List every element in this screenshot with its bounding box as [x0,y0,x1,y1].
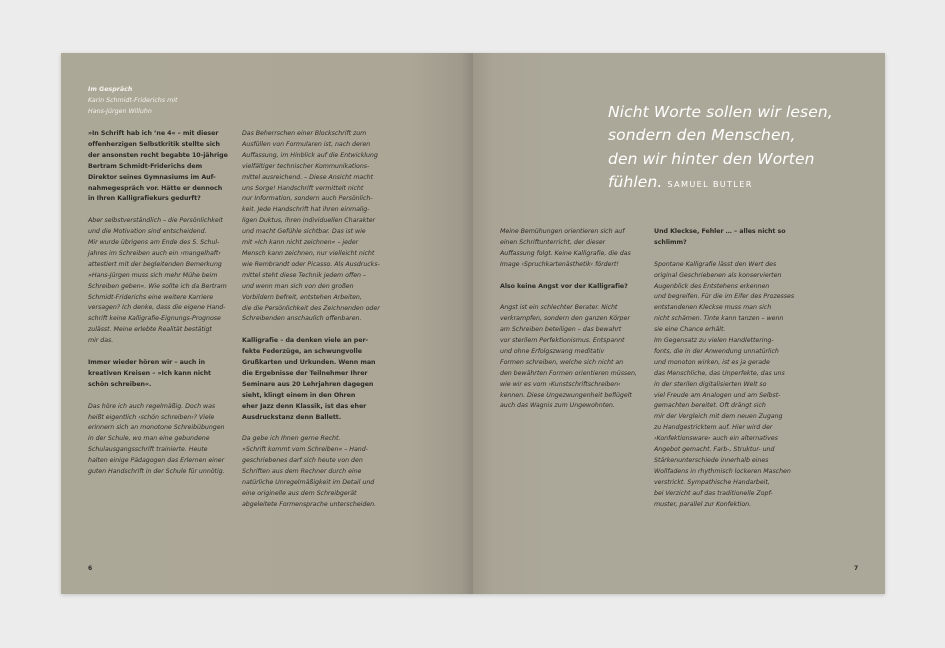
answer-paragraph: Aber selbstverständlich – die Persönlichkeit und die Motivation sind entscheidend. Mir wurde übrigens am Ende des 5. Schul- jahres im Schreiben auch ein ›mangelhaft‹ attestiert mit der begleitenden Bemerkung »Hans-Jürgen muss sich mehr Mühe beim Schreiben geben«. Wie sollte ich da Bertram Schmidt-Friderichs eine weitere Karriere versagen? Ich denke, dass die eigene Hand- schrift keine Kalligrafie-Eignungs-Prognose zulässt. Meine erlebte Realität bestätigt mir das. [88,217,227,345]
right-page [473,53,885,594]
right-column-1 [500,227,650,423]
pull-quote [608,101,833,196]
quote-text: Nicht Worte sollen wir lesen, sondern den Menschen, den wir hinter den Worten fühlen. [608,103,833,191]
question-paragraph: Immer wieder hören wir – auch in kreativen Kreisen – »Ich kann nicht schön schreiben«. [88,359,212,388]
left-column-1 [88,129,238,489]
question-paragraph: »In Schrift hab ich ’ne 4« – mit dieser offenherzigen Selbstkritik stellte sich der ansonsten recht begabte 10-jährige Bertram Schmidt-Friderichs dem Direktor seines Gymnasiums im Auf- nahmegespräch vor. Hätte er dennoch in Ihren Kalligrafiekurs gedurft? [88,130,228,203]
right-column-2 [654,227,804,521]
question-paragraph: Kalligrafie – da denken viele an per- fekte Federzüge, an schwungvolle Grußkarten und Urkunden. Wenn man die Ergebnisse der Teilnehmer Ihrer Seminare aus 20 Lehrjahren dagegen sieht, klingt einem in den Ohren eher Jazz denn Klassik, ist das eher Ausdruckstanz denn Ballett. [242,337,376,421]
quote-author: SAMUEL BUTLER [667,178,753,189]
page-number-left: 6 [88,565,93,572]
section-label: Im Gespräch [88,86,133,93]
byline: Karin Schmidt-Friderichs mit Hans-Jürgen Willuhn [88,96,178,115]
answer-paragraph: Da gebe ich Ihnen gerne Recht. »Schrift kommt vom Schreiben« – Hand- geschriebenes darf sich heute von den Schriften aus dem Rechner durch eine natürliche Unregelmäßigkeit im Detail und eine originelle aus dem Schreibgerät abgeleitete Formensprache unterscheiden. [242,435,377,508]
question-paragraph: Also keine Angst vor der Kalligrafie? [500,282,628,290]
magazine-spread [61,53,885,594]
answer-paragraph: Angst ist ein schlechter Berater. Nicht verkrampfen, sondern den ganzen Körper am Schreiben beteiligen – das bewahrt vor sterilem Perfektionismus. Entspannt und ohne Erfolgszwang meditativ Formen schreiben, welche sich nicht an den bewährten Formen orientieren müssen, wie wir es vom ›Kunstschriftschreiben‹ kennen. Diese Ungezwungenheit beflügelt auch das Wagnis zum Ungewohnten. [500,304,637,410]
answer-paragraph: Das höre ich auch regelmäßig. Doch was heißt eigentlich ›schön schreiben‹? Viele erinnern sich an monotone Schreibübungen in der Schule, wo man eine gebundene Schulausgangsschrift trainierte. Heute halten einige Pädagogen das Erlernen einer guten Handschrift in der Schule für unnötig. [88,402,225,476]
answer-paragraph: Meine Bemühungen orientieren sich auf einen Schriftunterricht, der dieser Auffassung folgt. Keine Kalligrafie, die das Image ›Spruchkartenästhetik‹ fördert! [500,228,631,268]
answer-paragraph: Das Beherrschen einer Blockschrift zum Ausfüllen von Formularen ist, nach deren Auffassung, im Hinblick auf die Entwicklung vielfältiger technischer Kommunikations- mittel ausreichend. – Diese Ansicht macht uns Sorge! Handschrift vermittelt nicht nur Information, sondern auch Persönlich- keit. Jede Handschrift hat ihren einmalig- ligen Duktus, ihren individuellen Charakter und macht Gefühle sichtbar. Das ist wie mit »Ich kann nicht zeichnen« – jeder Mensch kann zeichnen, nur vielleicht nicht wie Rembrandt oder Picasso. Als Ausdrucks- mittel steht diese Technik jedem offen – und wenn man sich von den großen Vorbildern befreit, entstehen Arbeiten, die die Persönlichkeit des Zeichnenden oder Schreibenden anschaulich offenbaren. [242,130,380,323]
left-page [61,53,473,594]
question-paragraph: Und Kleckse, Fehler … – alles nicht so schlimm? [654,228,786,246]
article-header [88,85,177,118]
left-column-2 [242,129,392,522]
answer-paragraph: Spontane Kalligrafie lässt den Wert des original Geschriebenen als konservierten Augenblick des Entstehens erkennen und begreifen. Für die im Eifer des Prozesses entstandenen Kleckse muss man sich nicht schämen. Tinte kann tanzen – wenn sie eine Chance erhält. Im Gegensatz zu vielen Handlettering- fonts, die in der Anwendung unnatürlich und monoton wirken, ist es ja gerade das Menschliche, das Unperfekte, das uns in der sterilen digitalisierten Welt so viel Freude am Analogen und am Selbst- gemachten bereitet. Oft drängt sich mir der Vergleich mit dem neuen Zugang zu Handgestricktem auf. Hier wird der ›Konfektionsware‹ auch ein alternatives Angebot gemacht. Farb-, Struktur- und Stärkenunterschiede innerhalb eines Wollfadens in rhythmisch lockeren Maschen verstrickt. Sympathische Handarbeit, bei Verzicht auf das traditionelle Zopf- muster, parallel zur Konfektion. [654,260,795,508]
page-number-right: 7 [854,565,859,572]
